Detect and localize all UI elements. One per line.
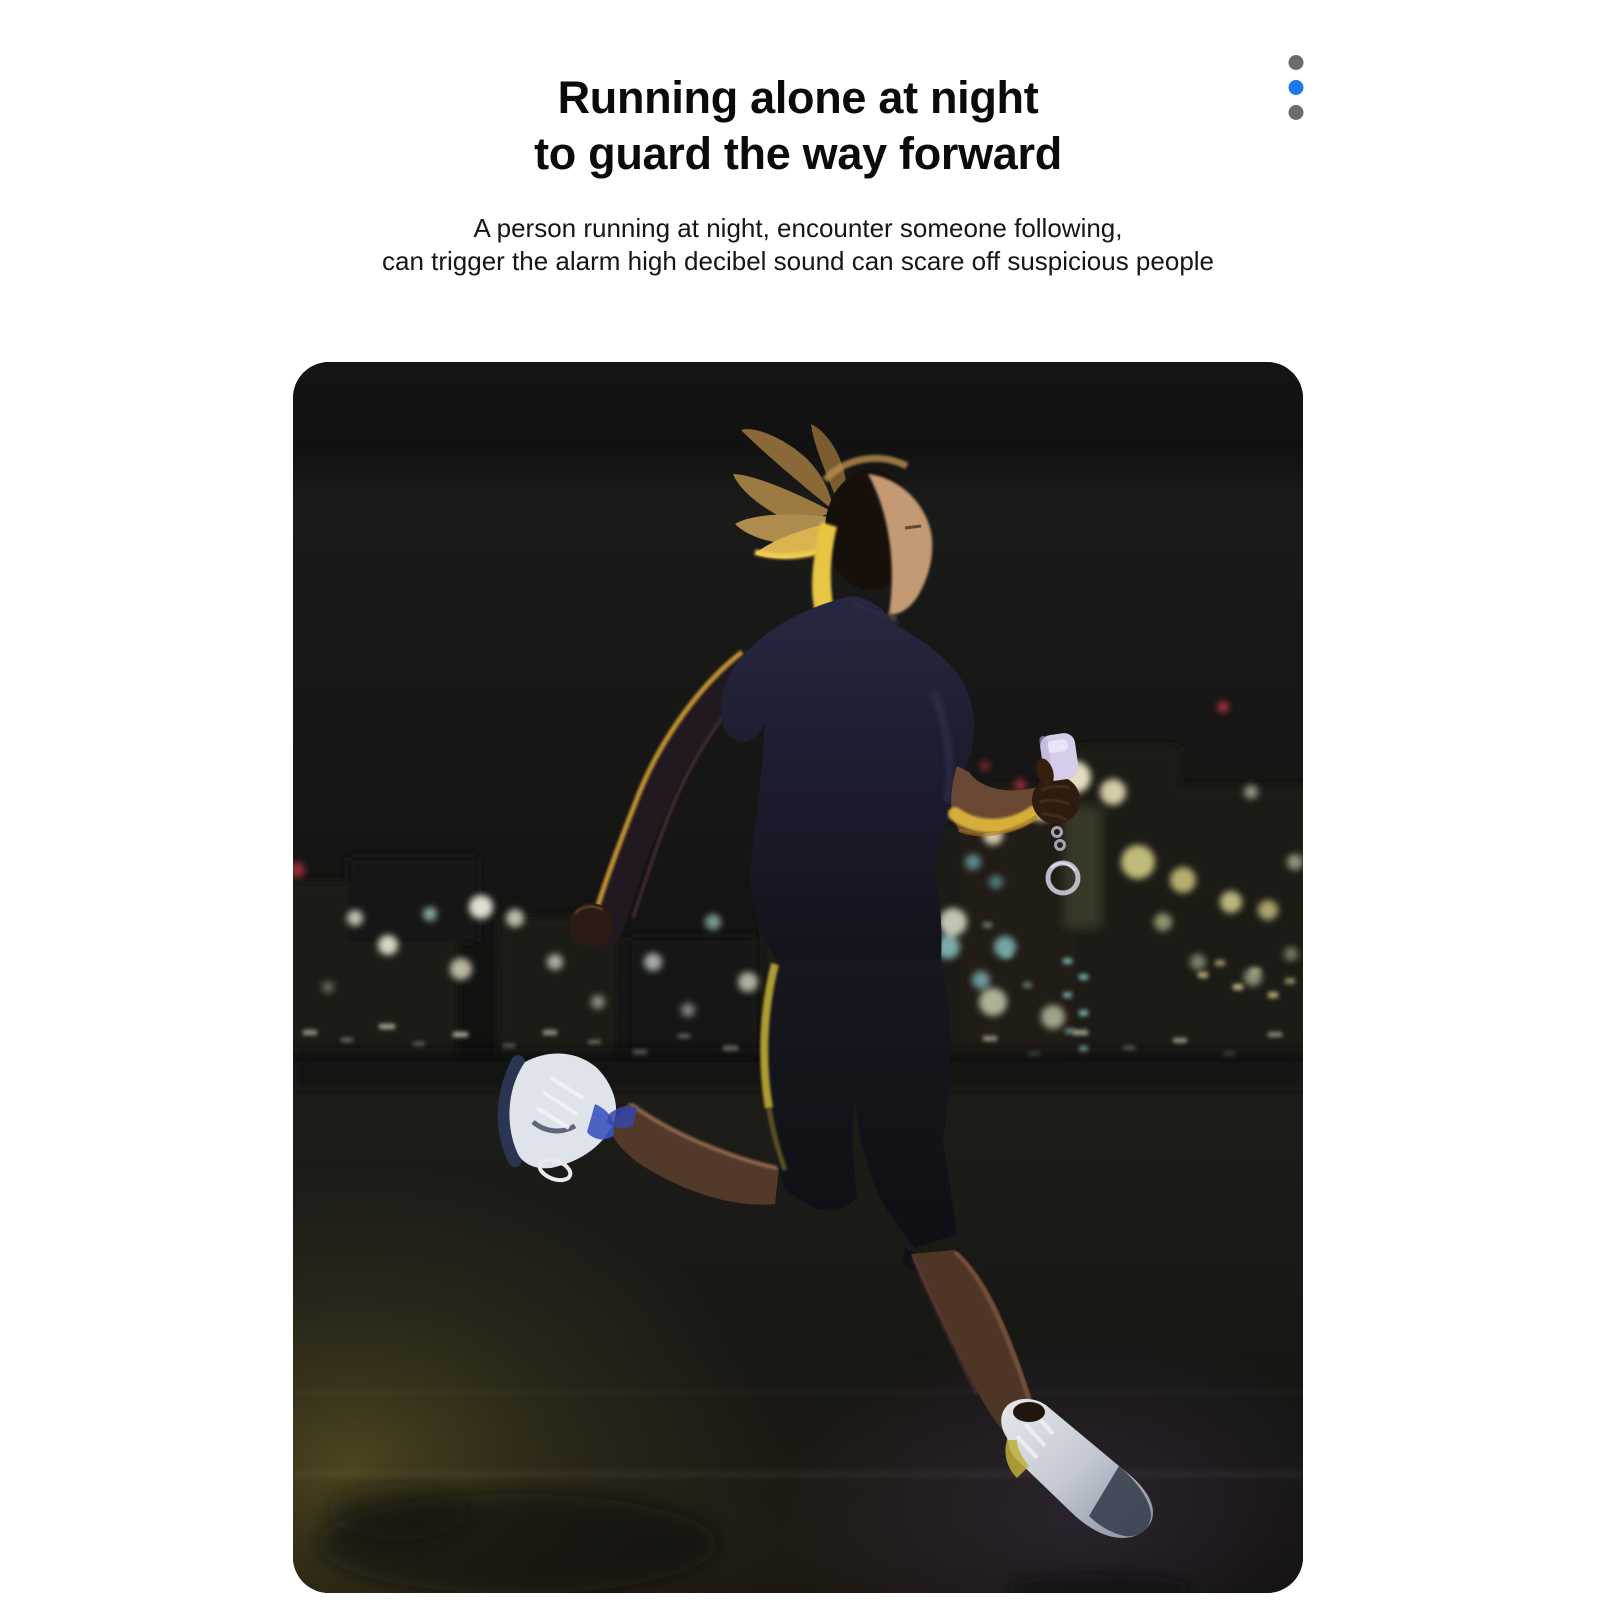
page-subtitle — [195, 212, 1401, 278]
page-indicator-dots-icon[interactable] — [1288, 55, 1304, 121]
hero-photo-card — [293, 362, 1303, 1593]
title-line-1: Running alone at night — [557, 72, 1039, 123]
page-title — [293, 70, 1303, 182]
alarm-hand — [1032, 776, 1080, 824]
subtitle-line-1: A person running at night, encounter someone following, — [473, 213, 1123, 243]
subtitle-line-2: can trigger the alarm high decibel sound can scare off suspicious people — [381, 246, 1215, 276]
indicator-dot-active[interactable] — [1289, 80, 1304, 95]
title-line-2: to guard the way forward — [534, 128, 1062, 179]
night-runner-photo — [293, 362, 1303, 1593]
indicator-dot-bottom[interactable] — [1289, 105, 1304, 120]
indicator-dot-top[interactable] — [1289, 55, 1304, 70]
